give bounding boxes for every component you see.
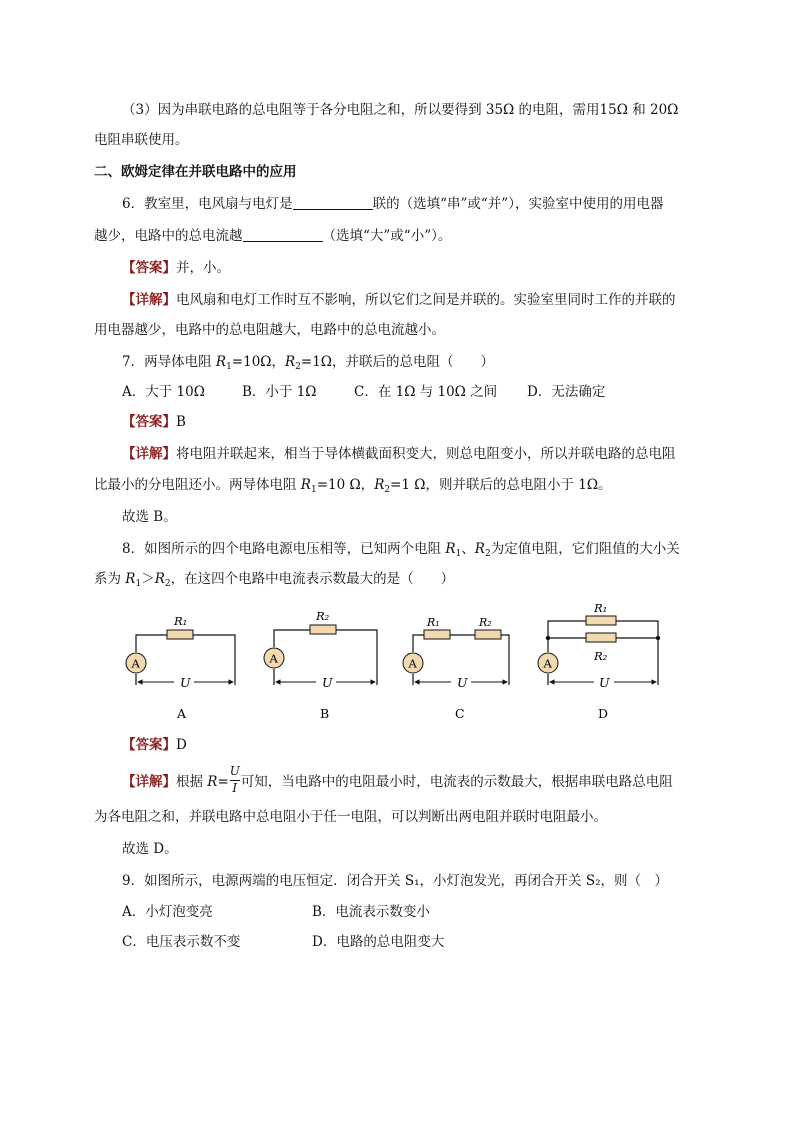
subscript: 2: [384, 485, 391, 495]
r1-symbol: R: [445, 541, 456, 557]
q8-conclusion: 故选 D。: [122, 841, 178, 857]
r1-symbol: R: [300, 477, 311, 493]
q7-answer: [122, 412, 186, 432]
answer-text: 并，小。: [176, 260, 230, 276]
ammeter-label: A: [269, 651, 278, 666]
q8-stem: 系为: [94, 571, 126, 587]
question-8: [122, 539, 680, 564]
q9-option-d: D．电路的总电阻变大: [312, 934, 445, 950]
r2-symbol: R: [284, 354, 296, 370]
voltage-label: U: [322, 675, 333, 690]
q9-option-c: C．电压表示数不变: [122, 934, 241, 950]
q8-stem: 、: [461, 541, 475, 557]
resistor-r1: [586, 616, 616, 625]
q6-stem: 6．教室里，电风扇与电灯是: [122, 196, 293, 212]
text-line: 电阻串联使用。: [94, 132, 189, 148]
circuit-d: [538, 601, 660, 721]
voltage-label: U: [599, 675, 610, 690]
q6-answer: [122, 258, 230, 278]
q6-detail-cont: 用电器越少，电路中的总电阻越大，电路中的总电流越小。: [94, 322, 445, 338]
q8-stem: 8．如图所示的四个电路电源电压相等，已知两个电阻: [122, 541, 446, 557]
resistor-r1: [424, 630, 450, 639]
detail-tag: 【详解】: [122, 292, 176, 308]
q7-option-d: D．无法确定: [527, 384, 606, 400]
r1-label: R₁: [427, 616, 440, 629]
ammeter-label: A: [408, 656, 417, 671]
subscript: 2: [295, 362, 301, 372]
r2-symbol: R: [374, 477, 385, 493]
r1-symbol: R: [125, 571, 136, 587]
q8-answer: [122, 735, 187, 755]
formula-numerator: U: [229, 763, 240, 778]
q7-option-b: B．小于 1Ω: [242, 384, 317, 400]
resistor-r2: [310, 625, 336, 634]
q9-option-b: B．电流表示数变小: [312, 904, 430, 920]
ammeter-label: A: [543, 656, 552, 671]
answer-tag: 【答案】: [122, 737, 176, 753]
q6-stem: 联的（选填“串”或“并”），实验室中使用的用电器: [372, 196, 664, 212]
detail-tag: 【详解】: [122, 446, 176, 462]
q7-conclusion: 故选 B。: [122, 509, 177, 525]
resistor-r2: [475, 630, 501, 639]
resistor-r1: [167, 630, 193, 639]
text-line: （3）因为串联电路的总电阻等于各分电阻之和，所以要得到 35Ω 的电阻，需用15Ω 和 20Ω: [122, 102, 679, 118]
answer-text: B: [176, 414, 186, 430]
q7-option-c: C．在 1Ω 与 10Ω 之间: [354, 384, 498, 400]
subscript: 1: [455, 549, 462, 559]
formula-r: R: [207, 774, 218, 790]
voltage-label: U: [457, 675, 468, 690]
q7-stem: =10Ω，: [231, 354, 285, 370]
q8-stem: ，在这四个电路中电流表示数最大的是（ ）: [170, 571, 455, 587]
detail-text: 比最小的分电阻还小。两导体电阻: [94, 477, 301, 493]
formula-denominator: I: [232, 780, 238, 795]
circuit-c: [403, 616, 509, 721]
detail-text: =1 Ω，则并联后的总电阻小于 1Ω。: [390, 477, 612, 493]
circuit-b: [264, 609, 377, 721]
q7-detail: [122, 444, 676, 464]
subscript: 2: [164, 579, 171, 589]
circuit-label-a: A: [177, 706, 187, 721]
detail-text: 根据: [176, 774, 208, 790]
r2-label: R₂: [316, 609, 330, 623]
detail-text: 将电阻并联起来，相当于导体横截面积变大，则总电阻变小，所以并联电路的总电阻: [176, 446, 676, 462]
r2-symbol: R: [474, 541, 485, 557]
answer-blank: [293, 195, 373, 210]
detail-text: 可知，当电路中的电阻最小时，电流表的示数最大，根据串联电路总电阻: [240, 774, 673, 790]
formula-fraction: [229, 763, 241, 795]
q8-stem: ＞: [141, 571, 155, 587]
question-8-cont: [94, 569, 454, 594]
subscript: 1: [310, 485, 317, 495]
subscript: 1: [135, 579, 142, 589]
question-6: [122, 194, 663, 214]
q8-detail-cont: 为各电阻之和，并联电路中总电阻小于任一电阻，可以判断出两电阻并联时电阻最小。: [94, 809, 607, 825]
formula-eq: =: [217, 774, 229, 790]
detail-text: 电风扇和电灯工作时互不影响，所以它们之间是并联的。实验室里同时工作的并联的: [176, 292, 676, 308]
question-6-cont: [94, 226, 451, 246]
q8-stem: 为定值电阻，它们阻值的大小关: [490, 541, 680, 557]
circuit-label-b: B: [320, 706, 330, 721]
answer-text: D: [176, 737, 187, 753]
r2-label: R₂: [594, 649, 608, 663]
question-7: [122, 352, 494, 377]
question-9: 9．如图所示，电源两端的电压恒定．闭合开关 S₁，小灯泡发光，再闭合开关 S₂，则（ ）: [122, 873, 668, 889]
circuit-label-c: C: [455, 706, 465, 721]
q7-stem: 7．两导体电阻: [122, 354, 216, 370]
q6-stem: 越少，电路中的总电流越: [94, 228, 243, 244]
ammeter-label: A: [131, 656, 140, 671]
q6-stem: （选填“大”或“小”）。: [322, 228, 452, 244]
q7-option-a: A．大于 10Ω: [122, 384, 205, 400]
r2-symbol: R: [154, 571, 165, 587]
r1-symbol: R: [215, 354, 227, 370]
r1-label: R₁: [174, 614, 188, 628]
q8-detail: [122, 763, 673, 795]
circuit-diagrams: [122, 600, 682, 725]
section-heading: 二、欧姆定律在并联电路中的应用: [94, 164, 297, 180]
answer-tag: 【答案】: [122, 414, 176, 430]
answer-tag: 【答案】: [122, 260, 176, 276]
r1-label: R₁: [594, 601, 608, 615]
circuit-a: [126, 614, 235, 721]
detail-tag: 【详解】: [122, 774, 176, 790]
circuit-label-d: D: [598, 706, 609, 721]
q7-detail-cont: [94, 475, 612, 500]
q9-option-a: A．小灯泡变亮: [122, 904, 213, 920]
q7-stem: =1Ω，并联后的总电阻（ ）: [300, 354, 494, 370]
q6-detail: [122, 290, 676, 310]
subscript: 2: [484, 549, 491, 559]
r2-label: R₂: [479, 616, 492, 629]
voltage-label: U: [180, 675, 191, 690]
subscript: 1: [226, 362, 232, 372]
detail-text: =10 Ω，: [316, 477, 375, 493]
answer-blank: [243, 227, 323, 242]
resistor-r2: [586, 633, 616, 642]
